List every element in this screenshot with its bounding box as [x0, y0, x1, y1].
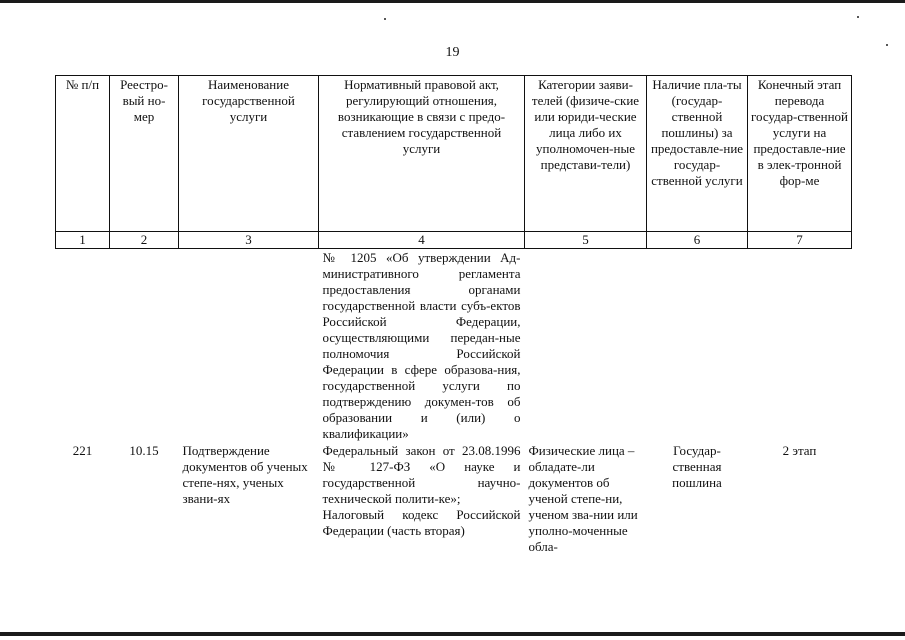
header-cell-number: № п/п — [56, 76, 110, 232]
table-row — [56, 442, 852, 555]
column-number-row — [56, 232, 852, 249]
column-number: 4 — [319, 232, 525, 249]
header-row — [56, 76, 852, 232]
continuation-row — [56, 249, 852, 443]
header-cell-legal-act: Нормативный правовой акт, регулирующий отношения, возникающие в связи с предо-ставлением государственной услуги — [319, 76, 525, 232]
column-number: 7 — [748, 232, 852, 249]
header-cell-fee: Наличие пла-ты (государ-ственной пошлины) за предоставле-ние государ-ственной услуги — [647, 76, 748, 232]
column-number: 3 — [179, 232, 319, 249]
continued-legal-act: № 1205 «Об утверждении Ад-министративного регламента предоставления органами государственной власти субъ-ектов Российской Федерации, осуществляющими передан-ные полномочия Российской Федерации в сфере образова-ния, государственной услуги по подтверждению докумен-тов об образовании и (или) о квалификации» — [322, 250, 521, 441]
row-legal-acts — [319, 442, 525, 555]
row-service-name: Подтверждение документов об ученых степе-нях, ученых звани-ях — [182, 443, 308, 506]
header-cell-applicants: Категории заяви-телей (физиче-ские или юриди-ческие лица либо их уполномочен-ные представи-тели) — [525, 76, 647, 232]
row-legal-act-federal-law: Федеральный закон от 23.08.1996 № 127-ФЗ «О науке и государственной научно-технической полити-ке»; — [322, 443, 521, 506]
row-legal-act-tax-code: Налоговый кодекс Российской Федерации (часть вторая) — [322, 507, 521, 538]
scan-speck — [857, 16, 859, 18]
row-number: 221 — [72, 443, 93, 458]
services-table — [55, 75, 852, 555]
scan-bottom-edge — [0, 632, 905, 636]
column-number: 1 — [56, 232, 110, 249]
scan-top-edge — [0, 0, 905, 3]
header-cell-final-stage: Конечный этап перевода государ-ственной услуги на предоставле-ние в элек-тронной фор-ме — [748, 76, 852, 232]
column-number: 5 — [525, 232, 647, 249]
column-number: 2 — [110, 232, 179, 249]
row-final-stage: 2 этап — [782, 443, 817, 458]
row-applicants: Физические лица – обладате-ли документов об ученой степе-ни, ученом зва-нии или уполно-моченные обла- — [528, 443, 638, 554]
row-registry-number: 10.15 — [129, 443, 159, 458]
row-fee: Государ-ственная пошлина — [672, 443, 722, 490]
scan-speck — [384, 18, 386, 20]
column-number: 6 — [647, 232, 748, 249]
page-number: 19 — [445, 45, 460, 60]
header-cell-registry: Реестро-вый но-мер — [110, 76, 179, 232]
header-cell-service-name: Наименование государственной услуги — [179, 76, 319, 232]
